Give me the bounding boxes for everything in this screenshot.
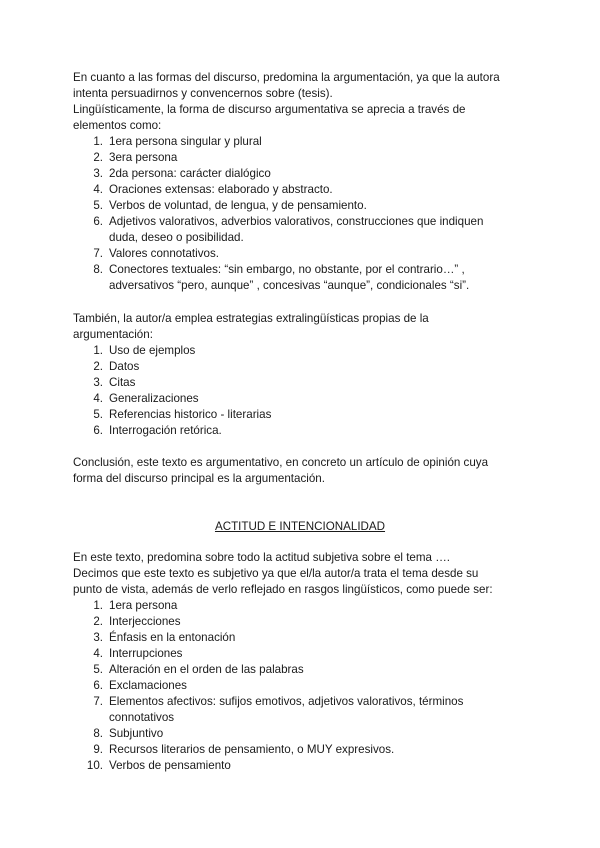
list-item-number: 3.	[93, 631, 103, 644]
section1-intro	[73, 70, 533, 134]
list-item-number: 6.	[93, 215, 103, 228]
list-item-text: Interrogación retórica.	[109, 424, 222, 437]
list-item-text: Adjetivos valorativos, adverbios valorativos, construcciones que indiquen	[109, 215, 484, 228]
list-item-number: 2.	[93, 360, 103, 373]
paragraph-line: elementos como:	[73, 119, 162, 132]
list-item-text: Recursos literarios de pensamiento, o MUY expresivos.	[109, 743, 395, 756]
list-item	[73, 262, 533, 294]
section3-list	[73, 598, 533, 774]
section2-intro	[73, 311, 533, 343]
list-item-number: 7.	[93, 695, 103, 708]
list-item-text: Interrupciones	[109, 647, 183, 660]
section3-intro	[73, 550, 533, 598]
section-forms-of-discourse	[73, 70, 533, 294]
list-item-text: Alteración en el orden de las palabras	[109, 663, 304, 676]
section2-list	[73, 343, 533, 439]
list-item	[73, 166, 533, 182]
list-item-text: 1era persona	[109, 599, 178, 612]
list-item-text: 2da persona: carácter dialógico	[109, 167, 271, 180]
list-item-number: 2.	[93, 151, 103, 164]
list-item	[73, 375, 533, 391]
list-item-number: 9.	[93, 743, 103, 756]
list-item-text: Interjecciones	[109, 615, 181, 628]
list-item-text: Conectores textuales: “sin embargo, no obstante, por el contrario…” ,	[109, 263, 465, 276]
list-item-number: 3.	[93, 376, 103, 389]
paragraph-line: Decimos que este texto es subjetivo ya que el/la autor/a trata el tema desde su	[73, 567, 479, 580]
list-item-text: Uso de ejemplos	[109, 344, 196, 357]
list-item	[73, 758, 533, 774]
section1-list	[73, 134, 533, 294]
list-item-number: 4.	[93, 392, 103, 405]
list-item	[73, 150, 533, 166]
list-item-text: duda, deseo o posibilidad.	[109, 231, 244, 244]
list-item-number: 10.	[86, 759, 103, 772]
section-conclusion	[73, 455, 533, 487]
paragraph-line: punto de vista, además de verlo reflejado en rasgos lingüísticos, como puede ser:	[73, 583, 493, 596]
list-item	[73, 630, 533, 646]
list-item	[73, 662, 533, 678]
list-item	[73, 614, 533, 630]
list-item-number: 1.	[93, 135, 103, 148]
list-item	[73, 407, 533, 423]
list-item-number: 6.	[93, 424, 103, 437]
list-item-text: adversativos “pero, aunque” , concesivas “aunque”, condicionales “si”.	[109, 279, 470, 292]
list-item	[73, 134, 533, 150]
list-item	[73, 214, 533, 246]
list-item-text: Subjuntivo	[109, 727, 164, 740]
list-item	[73, 423, 533, 439]
paragraph-line: También, la autor/a emplea estrategias extralingüísticas propias de la	[73, 312, 429, 325]
list-item-text: Énfasis en la entonación	[109, 631, 236, 644]
list-item	[73, 343, 533, 359]
list-item-text: Oraciones extensas: elaborado y abstracto.	[109, 183, 333, 196]
list-item-number: 8.	[93, 263, 103, 276]
list-item	[73, 391, 533, 407]
paragraph-line: En este texto, predomina sobre todo la actitud subjetiva sobre el tema ….	[73, 551, 451, 564]
list-item-text: Citas	[109, 376, 136, 389]
list-item	[73, 359, 533, 375]
list-item	[73, 742, 533, 758]
paragraph-line: En cuanto a las formas del discurso, predomina la argumentación, ya que la autora	[73, 71, 500, 84]
conclusion-paragraph	[73, 455, 533, 487]
list-item-text: Verbos de voluntad, de lengua, y de pensamiento.	[109, 199, 367, 212]
list-item-text: 3era persona	[109, 151, 178, 164]
list-item-number: 5.	[93, 199, 103, 212]
paragraph-line: argumentación:	[73, 328, 153, 341]
list-item-number: 7.	[93, 247, 103, 260]
list-item-number: 2.	[93, 615, 103, 628]
list-item-text: Elementos afectivos: sufijos emotivos, adjetivos valorativos, términos	[109, 695, 464, 708]
list-item-number: 1.	[93, 344, 103, 357]
list-item-text: Exclamaciones	[109, 679, 187, 692]
list-item	[73, 678, 533, 694]
list-item-number: 8.	[93, 727, 103, 740]
list-item-text: Referencias historico - literarias	[109, 408, 272, 421]
list-item	[73, 646, 533, 662]
list-item	[73, 182, 533, 198]
list-item-number: 1.	[93, 599, 103, 612]
list-item-number: 6.	[93, 679, 103, 692]
list-item	[73, 694, 533, 726]
list-item-text: Datos	[109, 360, 140, 373]
paragraph-line: Conclusión, este texto es argumentativo, en concreto un artículo de opinión cuya	[73, 456, 489, 469]
list-item-text: Valores connotativos.	[109, 247, 219, 260]
list-item-text: Verbos de pensamiento	[109, 759, 231, 772]
list-item-number: 5.	[93, 408, 103, 421]
paragraph-line: forma del discurso principal es la argumentación.	[73, 472, 325, 485]
list-item	[73, 598, 533, 614]
list-item-text: connotativos	[109, 711, 175, 724]
section-attitude	[73, 550, 533, 774]
list-item-number: 4.	[93, 183, 103, 196]
list-item	[73, 198, 533, 214]
list-item	[73, 726, 533, 742]
list-item	[73, 246, 533, 262]
list-item-text: Generalizaciones	[109, 392, 199, 405]
paragraph-line: intenta persuadirnos y convencernos sobre (tesis).	[73, 87, 333, 100]
section-heading: ACTITUD E INTENCIONALIDAD	[214, 520, 386, 533]
list-item-number: 4.	[93, 647, 103, 660]
list-item-number: 3.	[93, 167, 103, 180]
list-item-number: 5.	[93, 663, 103, 676]
section-extralinguistic	[73, 311, 533, 439]
list-item-text: 1era persona singular y plural	[109, 135, 262, 148]
paragraph-line: Lingüísticamente, la forma de discurso argumentativa se aprecia a través de	[73, 103, 466, 116]
